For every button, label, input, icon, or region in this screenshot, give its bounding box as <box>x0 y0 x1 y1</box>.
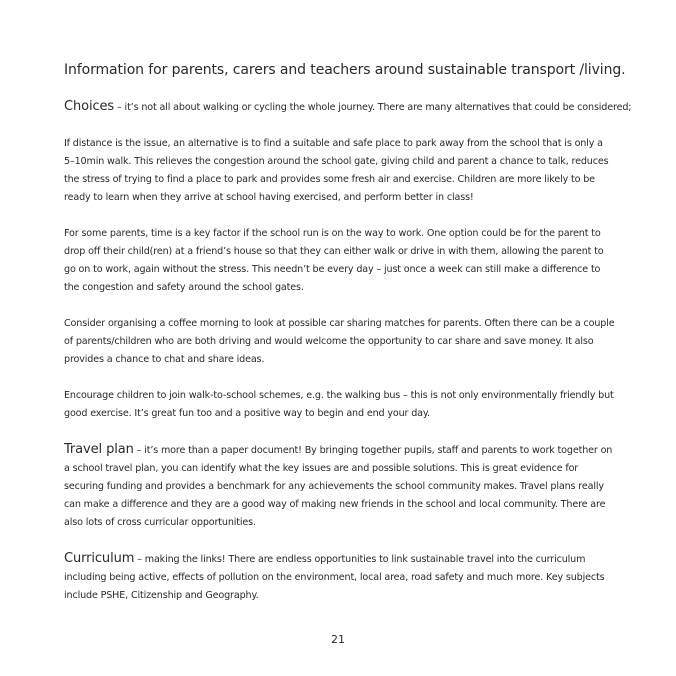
page-title: Information for parents, carers and teachers around sustainable transport /living. <box>64 62 626 78</box>
page-number: 21 <box>331 633 345 646</box>
curriculum-text: – making the links! There are endless opportunities to link sustainable travel into the curriculum including being active, effects of pollution on the environment, local area, road safety and much more. Key subjects include PSHE, Citizenship and Geography. <box>64 554 605 601</box>
choices-paragraph <box>64 98 632 117</box>
distance-paragraph: If distance is the issue, an alternative is to find a suitable and safe place to park away from the school that is only a 5–10min walk. This relieves the congestion around the school gate, giving child and parent a chance to talk, reduces the stress of trying to find a place to park and provides some fresh air and exercise. Children are more likely to be ready to learn when they arrive at school having exercised, and perform better in class! <box>64 138 609 203</box>
choices-heading: Choices <box>64 99 115 114</box>
travel-plan-text: – it’s more than a paper document! By bringing together pupils, staff and parents to work together on a school travel plan, you can identify what the key issues are and possible solutions. This is great evidence for securing funding and provides a benchmark for any achievements the school community makes. Travel plans really can make a difference and they are a good way of making new friends in the school and local community. There are also lots of cross curricular opportunities. <box>64 445 613 528</box>
travel-plan-heading: Travel plan <box>64 442 134 457</box>
walk-to-school-paragraph: Encourage children to join walk-to-school schemes, e.g. the walking bus – this is not only environmentally friendly but good exercise. It’s great fun too and a positive way to begin and end your day. <box>64 390 614 419</box>
car-sharing-paragraph: Consider organising a coffee morning to look at possible car sharing matches for parents. Often there can be a couple of parents/children who are both driving and would welcome the opportunity to car share and save money. It also provides a chance to chat and share ideas. <box>64 318 615 365</box>
curriculum-heading: Curriculum <box>64 551 135 566</box>
travel-plan-paragraph <box>64 441 616 532</box>
choices-text: – it’s not all about walking or cycling the whole journey. There are many alternatives that could be considered; <box>114 102 632 113</box>
time-paragraph: For some parents, time is a key factor if the school run is on the way to work. One option could be for the parent to drop off their child(ren) at a friend’s house so that they can either walk or drive in with them, allowing the parent to go on to work, again without the stress. This needn’t be every day – just once a week can still make a difference to the congestion and safety around the school gates. <box>64 228 604 293</box>
document-body <box>64 60 632 623</box>
curriculum-paragraph <box>64 550 616 605</box>
